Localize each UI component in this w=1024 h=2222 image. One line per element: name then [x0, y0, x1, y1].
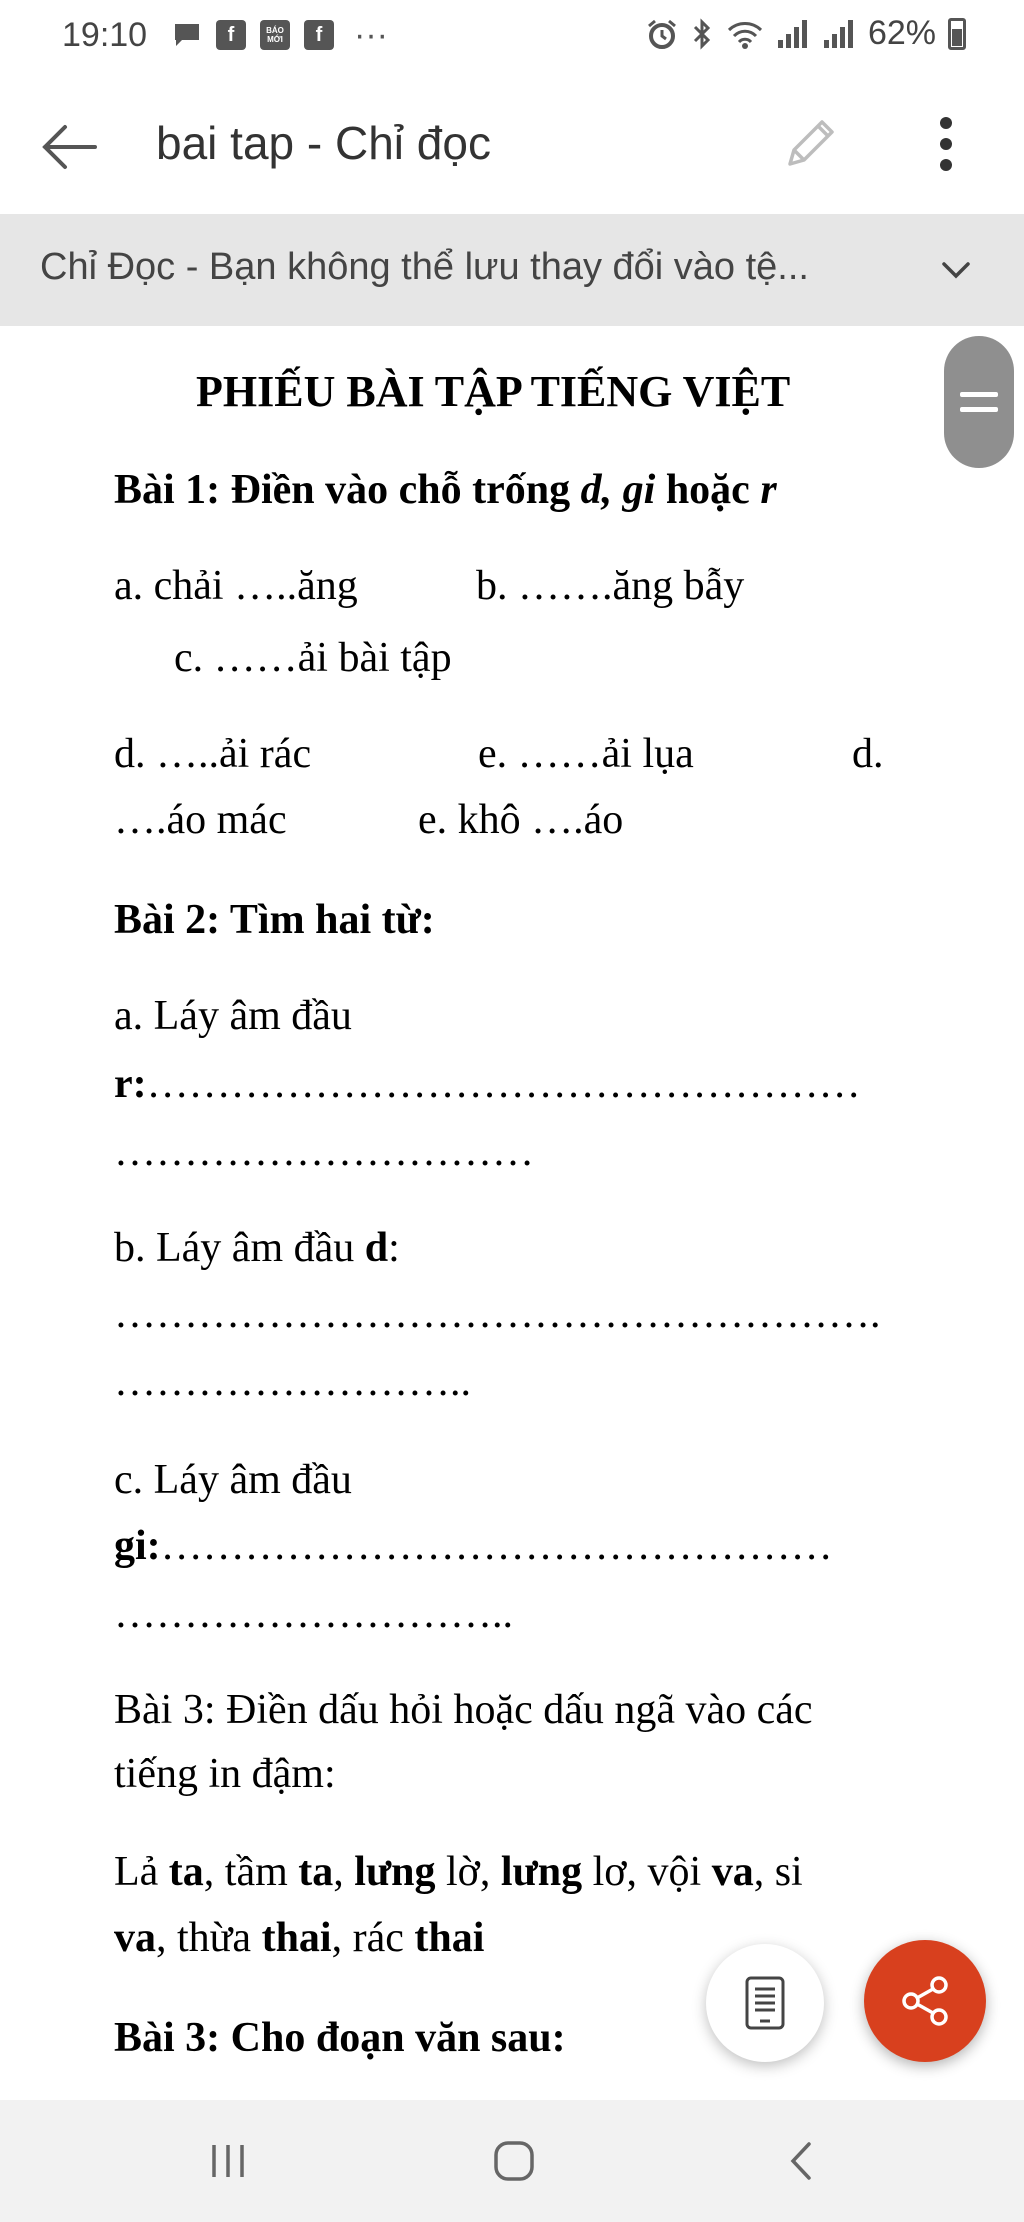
- reading-mode-button[interactable]: [706, 1944, 824, 2062]
- status-bar: [0, 0, 1024, 76]
- chevron-down-icon: [941, 260, 971, 280]
- exercise-4-heading: Bài 3: Cho đoạn văn sau:: [114, 2015, 566, 2061]
- exercise-1-item: ….áo mác: [114, 797, 287, 843]
- document-page[interactable]: [0, 326, 1024, 2100]
- mobile-view-icon: [743, 1975, 787, 2031]
- exercise-2-blank: r:……………………………………………: [114, 1061, 861, 1107]
- status-time: 19:10: [62, 16, 148, 54]
- chevron-left-icon: [787, 2140, 817, 2182]
- exercise-2-blank: gi:…………………………………………: [114, 1523, 833, 1569]
- exercise-3-text: va, thừa thai, rác thai: [114, 1915, 485, 1961]
- alarm-icon: [646, 18, 678, 50]
- edit-button[interactable]: [774, 108, 846, 180]
- more-notifications-icon: ···: [354, 16, 388, 54]
- home-icon: [492, 2139, 536, 2183]
- exercise-1-item: d. …..ải rác: [114, 731, 312, 777]
- notification-icons: [172, 16, 388, 54]
- app-header: [0, 76, 1024, 214]
- home-button[interactable]: [474, 2126, 554, 2196]
- nav-back-button[interactable]: [762, 2126, 842, 2196]
- exercise-2-item: a. Láy âm đầu: [114, 993, 352, 1039]
- worksheet-title: PHIẾU BÀI TẬP TIẾNG VIỆT: [196, 367, 791, 416]
- exercise-2-item: b. Láy âm đầu d:: [114, 1225, 400, 1271]
- exercise-1-item: e. ……ải lụa: [478, 731, 694, 777]
- more-options-button[interactable]: [916, 108, 976, 180]
- message-icon: [172, 20, 202, 50]
- facebook-icon: f: [304, 20, 334, 50]
- system-nav-bar: [0, 2100, 1024, 2222]
- recent-apps-button[interactable]: [188, 2126, 268, 2196]
- exercise-2-blank: ……………………………………………….: [114, 1291, 881, 1337]
- read-only-banner[interactable]: [0, 214, 1024, 326]
- signal-icon: [822, 18, 856, 50]
- back-button[interactable]: [34, 112, 104, 182]
- share-icon: [895, 1971, 955, 2031]
- exercise-1-item: d.: [852, 731, 884, 777]
- exercise-3-heading: tiếng in đậm:: [114, 1751, 336, 1797]
- arrow-left-icon: [39, 122, 99, 172]
- battery-icon: [948, 18, 966, 50]
- pencil-icon: [780, 114, 840, 174]
- banner-expand-button[interactable]: [932, 246, 980, 294]
- signal-icon: [776, 18, 810, 50]
- exercise-2-blank: …………………………: [114, 1129, 534, 1175]
- exercise-2-blank: ……………………..: [114, 1359, 471, 1405]
- exercise-2-heading: Bài 2: Tìm hai từ:: [114, 897, 435, 943]
- share-button[interactable]: [864, 1940, 986, 2062]
- exercise-1-item: c. ……ải bài tập: [174, 635, 452, 681]
- facebook-icon: f: [216, 20, 246, 50]
- exercise-3-text: Lả ta, tầm ta, lưng lờ, lưng lơ, vội va, si: [114, 1849, 803, 1895]
- baomoi-icon: BÁO MỚI: [260, 20, 290, 50]
- exercise-2-item: c. Láy âm đầu: [114, 1457, 352, 1503]
- more-vertical-icon: [939, 116, 953, 172]
- status-right: [646, 14, 966, 53]
- exercise-1-item: e. khô ….áo: [418, 797, 624, 843]
- recent-apps-icon: [208, 2142, 248, 2180]
- exercise-1-item: b. …….ăng bẫy: [476, 563, 745, 609]
- exercise-3-heading: Bài 3: Điền dấu hỏi hoặc dấu ngã vào các: [114, 1687, 813, 1733]
- battery-percent: 62%: [867, 14, 936, 52]
- document-title: bai tap - Chỉ đọc: [156, 117, 491, 169]
- bluetooth-icon: [690, 18, 714, 50]
- exercise-2-blank: ………………………..: [114, 1591, 513, 1637]
- exercise-1-item: a. chải …..ăng: [114, 563, 358, 609]
- scroll-handle[interactable]: [944, 336, 1014, 468]
- banner-text: Chỉ Đọc - Bạn không thể lưu thay đổi vào tệ...: [40, 246, 809, 288]
- wifi-icon: [726, 18, 764, 50]
- exercise-1-heading: Bài 1: Điền vào chỗ trống d, gi hoặc r: [114, 467, 777, 513]
